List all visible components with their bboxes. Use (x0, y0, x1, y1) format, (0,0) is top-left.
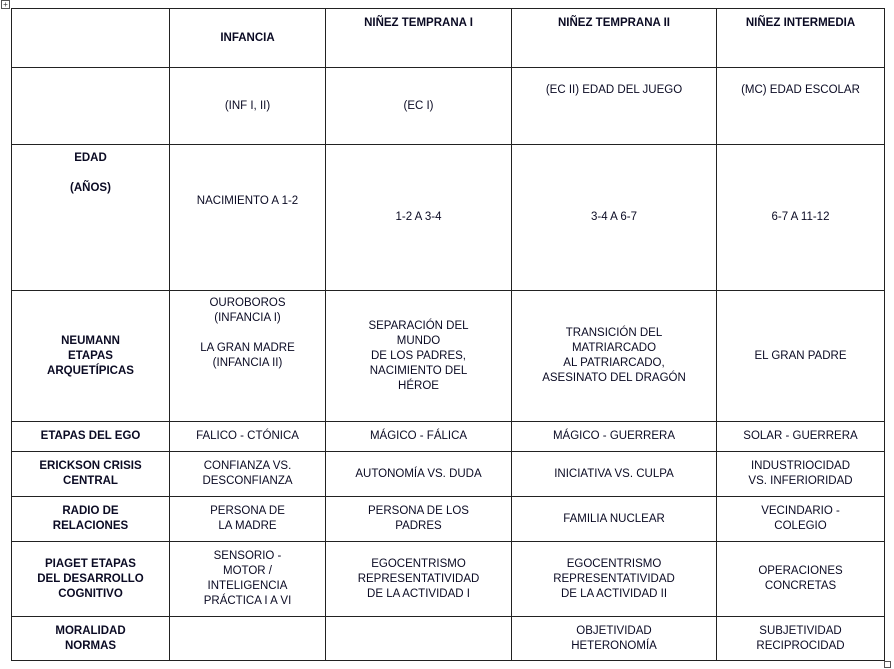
table-resize-handle[interactable] (884, 661, 891, 668)
header-ninez-intermedia: NIÑEZ INTERMEDIA (717, 9, 885, 68)
ego-ninez-intermedia: SOLAR - GUERRERA (717, 422, 885, 452)
table-row (12, 9, 885, 68)
edad-ninez-intermedia: 6-7 A 11-12 (717, 145, 885, 291)
header-ninez-temprana-2: NIÑEZ TEMPRANA II (512, 9, 717, 68)
table-row (12, 291, 885, 422)
erickson-ninez-intermedia: INDUSTRIOCIDAD VS. INFERIORIDAD (717, 452, 885, 497)
radio-ninez-temprana-2: FAMILIA NUCLEAR (512, 497, 717, 542)
development-stages-table (11, 8, 885, 661)
piaget-infancia: SENSORIO - MOTOR / INTELIGENCIA PRÁCTICA I A VI (170, 542, 326, 617)
moralidad-ninez-temprana-2: OBJETIVIDAD HETERONOMÍA (512, 617, 717, 661)
radio-label: RADIO DE RELACIONES (12, 497, 170, 542)
codes-label (12, 68, 170, 145)
table-row (12, 452, 885, 497)
ego-infancia: FALICO - CTÓNICA (170, 422, 326, 452)
codes-ninez-temprana-2: (EC II) EDAD DEL JUEGO (512, 68, 717, 145)
erickson-label: ERICKSON CRISIS CENTRAL (12, 452, 170, 497)
table-row (12, 542, 885, 617)
radio-ninez-intermedia: VECINDARIO - COLEGIO (717, 497, 885, 542)
neumann-ninez-temprana-1: SEPARACIÓN DEL MUNDO DE LOS PADRES, NACIMIENTO DEL HÉROE (326, 291, 512, 422)
table-row (12, 422, 885, 452)
radio-ninez-temprana-1: PERSONA DE LOS PADRES (326, 497, 512, 542)
table-move-handle[interactable]: + (1, 0, 10, 9)
table-row (12, 497, 885, 542)
neumann-ninez-temprana-2: TRANSICIÓN DEL MATRIARCADO AL PATRIARCADO, ASESINATO DEL DRAGÓN (512, 291, 717, 422)
header-corner-cell (12, 9, 170, 68)
ego-ninez-temprana-1: MÁGICO - FÁLICA (326, 422, 512, 452)
moralidad-label: MORALIDAD NORMAS (12, 617, 170, 661)
piaget-ninez-temprana-1: EGOCENTRISMO REPRESENTATIVIDAD DE LA ACTIVIDAD I (326, 542, 512, 617)
codes-ninez-intermedia: (MC) EDAD ESCOLAR (717, 68, 885, 145)
piaget-ninez-intermedia: OPERACIONES CONCRETAS (717, 542, 885, 617)
ego-ninez-temprana-2: MÁGICO - GUERRERA (512, 422, 717, 452)
radio-infancia: PERSONA DE LA MADRE (170, 497, 326, 542)
neumann-infancia: OUROBOROS (INFANCIA I) LA GRAN MADRE (INFANCIA II) (170, 291, 326, 422)
ego-label: ETAPAS DEL EGO (12, 422, 170, 452)
header-infancia: INFANCIA (170, 9, 326, 68)
erickson-ninez-temprana-1: AUTONOMÍA VS. DUDA (326, 452, 512, 497)
piaget-ninez-temprana-2: EGOCENTRISMO REPRESENTATIVIDAD DE LA ACTIVIDAD II (512, 542, 717, 617)
edad-ninez-temprana-1: 1-2 A 3-4 (326, 145, 512, 291)
moralidad-ninez-intermedia: SUBJETIVIDAD RECIPROCIDAD (717, 617, 885, 661)
moralidad-infancia (170, 617, 326, 661)
erickson-ninez-temprana-2: INICIATIVA VS. CULPA (512, 452, 717, 497)
table-row (12, 68, 885, 145)
neumann-ninez-intermedia: EL GRAN PADRE (717, 291, 885, 422)
table-row (12, 617, 885, 661)
neumann-label: NEUMANN ETAPAS ARQUETÍPICAS (12, 291, 170, 422)
edad-infancia: NACIMIENTO A 1-2 (170, 145, 326, 291)
erickson-infancia: CONFIANZA VS. DESCONFIANZA (170, 452, 326, 497)
edad-label: EDAD (AÑOS) (12, 145, 170, 291)
piaget-label: PIAGET ETAPAS DEL DESARROLLO COGNITIVO (12, 542, 170, 617)
table-row (12, 145, 885, 291)
header-ninez-temprana-1: NIÑEZ TEMPRANA I (326, 9, 512, 68)
codes-infancia: (INF I, II) (170, 68, 326, 145)
codes-ninez-temprana-1: (EC I) (326, 68, 512, 145)
moralidad-ninez-temprana-1 (326, 617, 512, 661)
edad-ninez-temprana-2: 3-4 A 6-7 (512, 145, 717, 291)
